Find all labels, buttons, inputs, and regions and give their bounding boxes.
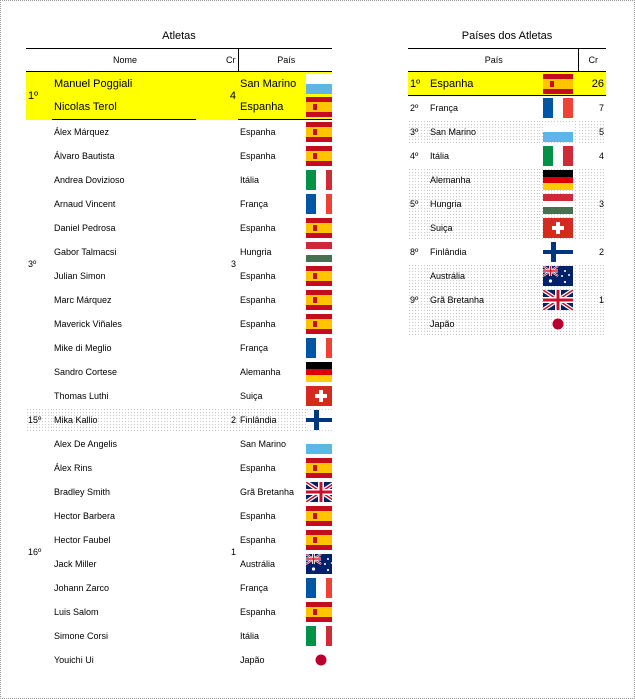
flag-cell xyxy=(306,312,332,336)
flag-cell xyxy=(306,120,332,144)
athlete-country: Itália xyxy=(240,174,260,185)
cr-cell: 7 xyxy=(599,102,605,113)
athlete-country: Suiça xyxy=(240,390,263,401)
athlete-country: Espanha xyxy=(240,462,276,473)
athlete-country: França xyxy=(240,342,269,353)
athlete-row xyxy=(26,168,332,192)
athletes-table xyxy=(26,48,332,672)
spain-flag-icon xyxy=(306,314,332,334)
athlete-name: Arnaud Vincent xyxy=(54,198,116,209)
athlete-row xyxy=(26,648,332,672)
switzerland-flag-icon xyxy=(543,218,573,238)
rank-cell xyxy=(408,216,428,240)
flag-cell xyxy=(538,240,578,264)
spain-flag-icon xyxy=(306,530,332,550)
italy-flag-icon xyxy=(543,146,573,166)
cr-cell xyxy=(578,216,606,240)
australia-flag-icon xyxy=(306,554,332,574)
athlete-row xyxy=(26,504,332,528)
flag-cell xyxy=(538,168,578,192)
cr-cell: 1 xyxy=(578,288,606,312)
rank-cell: 1º xyxy=(26,72,52,120)
athlete-country: França xyxy=(240,198,269,209)
athlete-row xyxy=(26,96,332,120)
countries-header-row xyxy=(408,49,606,72)
country-name: Espanha xyxy=(428,72,538,96)
spain-flag-icon xyxy=(306,97,332,117)
athlete-name: Simone Corsi xyxy=(54,630,109,641)
country-row xyxy=(408,72,606,96)
athlete-row xyxy=(26,120,332,144)
athlete-name: Andrea Dovizioso xyxy=(54,174,125,185)
spain-flag-icon xyxy=(306,146,332,166)
japan-flag-icon xyxy=(306,650,332,670)
athlete-row xyxy=(26,216,332,240)
flag-cell xyxy=(306,360,332,384)
header-country: País xyxy=(408,49,578,72)
athlete-country: Hungria xyxy=(240,246,272,257)
athlete-country: Espanha xyxy=(240,150,276,161)
athlete-name: Thomas Luthi xyxy=(54,390,109,401)
flag-cell xyxy=(538,288,578,312)
athlete-row xyxy=(26,144,332,168)
rank-cell: 3º xyxy=(408,120,428,144)
uk-flag-icon xyxy=(306,482,332,502)
flag-cell xyxy=(538,264,578,288)
spain-flag-icon xyxy=(306,506,332,526)
finland-flag-icon xyxy=(306,410,332,430)
country-row xyxy=(408,144,606,168)
athlete-row xyxy=(26,192,332,216)
athlete-name: Álvaro Bautista xyxy=(54,150,115,161)
japan-flag-icon xyxy=(543,314,573,334)
san-marino-flag-icon xyxy=(306,74,332,94)
san-marino-flag-icon xyxy=(306,434,332,454)
athlete-row xyxy=(26,528,332,552)
athlete-name: Luis Salom xyxy=(54,606,99,617)
athlete-name: Bradley Smith xyxy=(54,486,111,497)
athlete-country: Austrália xyxy=(240,558,276,569)
athlete-row xyxy=(26,456,332,480)
flag-cell xyxy=(538,96,578,120)
spain-flag-icon xyxy=(306,266,332,286)
flag-cell xyxy=(306,96,332,120)
flag-cell xyxy=(306,72,332,96)
countries-title: Países dos Atletas xyxy=(461,30,553,42)
flag-cell xyxy=(306,552,332,576)
rank-cell xyxy=(408,312,428,336)
athlete-name: Maverick Viñales xyxy=(54,318,122,329)
country-row xyxy=(408,264,606,288)
spain-flag-icon xyxy=(543,74,573,94)
spain-flag-icon xyxy=(306,218,332,238)
flag-cell xyxy=(306,648,332,672)
athletes-header-row xyxy=(26,49,332,72)
flag-cell xyxy=(538,216,578,240)
athlete-country: Espanha xyxy=(240,534,276,545)
france-flag-icon xyxy=(306,338,332,358)
italy-flag-icon xyxy=(306,170,332,190)
header-country: País xyxy=(238,49,332,72)
country-row xyxy=(408,96,606,120)
australia-flag-icon xyxy=(543,266,573,286)
flag-cell xyxy=(306,288,332,312)
hungary-flag-icon xyxy=(543,194,573,214)
athlete-name: Marc Márquez xyxy=(54,294,112,305)
athlete-country: Espanha xyxy=(240,510,276,521)
country-name: Alemanha xyxy=(428,168,538,192)
athlete-row xyxy=(26,408,332,432)
athlete-name: Alex De Angelis xyxy=(54,438,118,449)
rank-cell: 16º xyxy=(28,546,42,557)
athlete-row xyxy=(26,480,332,504)
cr-cell: 26 xyxy=(578,72,606,96)
header-cr: Cr xyxy=(196,49,238,72)
germany-flag-icon xyxy=(543,170,573,190)
athlete-name: Johann Zarco xyxy=(54,582,110,593)
flag-cell xyxy=(306,480,332,504)
flag-cell xyxy=(306,168,332,192)
country-row xyxy=(408,192,606,216)
rank-cell: 3º xyxy=(28,258,37,269)
athlete-row xyxy=(26,288,332,312)
france-flag-icon xyxy=(306,578,332,598)
flag-cell xyxy=(306,456,332,480)
flag-cell xyxy=(538,144,578,168)
cr-cell: 5 xyxy=(578,120,606,144)
country-name: Itália xyxy=(430,150,450,161)
spain-flag-icon xyxy=(306,602,332,622)
athlete-name: Manuel Poggiali xyxy=(52,72,196,96)
rank-cell: 9º xyxy=(408,288,428,312)
flag-cell xyxy=(306,216,332,240)
country-name: Finlândia xyxy=(430,246,467,257)
germany-flag-icon xyxy=(306,362,332,382)
athlete-country: Espanha xyxy=(240,222,276,233)
rank-cell: 2º xyxy=(410,102,419,113)
country-row xyxy=(408,288,606,312)
athlete-country: Espanha xyxy=(240,270,276,281)
country-row xyxy=(408,216,606,240)
flag-cell xyxy=(306,192,332,216)
athlete-name: Youichi Ui xyxy=(54,654,94,665)
cr-cell: 1 xyxy=(230,546,236,557)
athlete-country: Espanha xyxy=(240,126,276,137)
athlete-country: Espanha xyxy=(240,294,276,305)
athlete-country: Alemanha xyxy=(240,366,281,377)
athlete-row xyxy=(26,432,332,456)
athlete-row xyxy=(26,600,332,624)
athlete-country: San Marino xyxy=(240,438,287,449)
cr-cell: 4 xyxy=(599,150,605,161)
athlete-name: Daniel Pedrosa xyxy=(54,222,116,233)
cr-cell: 4 xyxy=(196,72,238,120)
athlete-name: Jack Miller xyxy=(54,558,97,569)
cr-cell: 3 xyxy=(578,192,606,216)
country-name: Suiça xyxy=(428,216,538,240)
flag-cell xyxy=(306,264,332,288)
cr-cell xyxy=(578,264,606,288)
switzerland-flag-icon xyxy=(306,386,332,406)
rank-cell xyxy=(408,168,428,192)
athlete-row xyxy=(26,264,332,288)
cr-cell: 2 xyxy=(599,246,605,257)
country-name: Grã Bretanha xyxy=(428,288,538,312)
country-name: França xyxy=(430,102,459,113)
countries-table xyxy=(408,48,606,336)
spain-flag-icon xyxy=(306,122,332,142)
athlete-name: Mike di Meglio xyxy=(54,342,112,353)
athlete-name: Julian Simon xyxy=(54,270,106,281)
flag-cell xyxy=(306,624,332,648)
country-row xyxy=(408,240,606,264)
cr-cell: 2 xyxy=(196,408,238,432)
header-name: Nome xyxy=(52,49,196,72)
athlete-country: Grã Bretanha xyxy=(240,486,295,497)
country-name: San Marino xyxy=(428,120,538,144)
flag-cell xyxy=(306,600,332,624)
athlete-row xyxy=(26,552,332,576)
athlete-country: Itália xyxy=(240,630,260,641)
san-marino-flag-icon xyxy=(543,122,573,142)
cr-cell xyxy=(578,312,606,336)
athlete-country: França xyxy=(240,582,269,593)
athlete-country: San Marino xyxy=(238,72,306,96)
athlete-name: Mika Kallio xyxy=(52,408,196,432)
flag-cell xyxy=(306,240,332,264)
athlete-row xyxy=(26,624,332,648)
athlete-country: Espanha xyxy=(240,318,276,329)
athletes-title: Atletas xyxy=(162,30,196,42)
athlete-row xyxy=(26,576,332,600)
athlete-name: Nicolas Terol xyxy=(52,96,196,120)
flag-cell xyxy=(538,192,578,216)
france-flag-icon xyxy=(306,194,332,214)
flag-cell xyxy=(306,336,332,360)
rank-cell: 1º xyxy=(408,72,428,96)
athlete-name: Hector Barbera xyxy=(54,510,116,521)
flag-cell xyxy=(306,144,332,168)
flag-cell xyxy=(306,504,332,528)
athlete-row xyxy=(26,360,332,384)
athlete-row xyxy=(26,72,332,96)
italy-flag-icon xyxy=(306,626,332,646)
cr-cell: 3 xyxy=(230,258,236,269)
athlete-country: Espanha xyxy=(240,606,276,617)
country-row xyxy=(408,312,606,336)
flag-cell xyxy=(538,120,578,144)
country-name: Japão xyxy=(428,312,538,336)
rank-cell: 8º xyxy=(410,246,419,257)
finland-flag-icon xyxy=(543,242,573,262)
hungary-flag-icon xyxy=(306,242,332,262)
athlete-row xyxy=(26,312,332,336)
uk-flag-icon xyxy=(543,290,573,310)
cr-cell xyxy=(578,168,606,192)
athlete-row xyxy=(26,384,332,408)
athlete-country: Espanha xyxy=(238,96,306,120)
athlete-name: Hector Faubel xyxy=(54,534,111,545)
country-row xyxy=(408,168,606,192)
flag-cell xyxy=(306,576,332,600)
spain-flag-icon xyxy=(306,458,332,478)
spain-flag-icon xyxy=(306,290,332,310)
athlete-name: Álex Rins xyxy=(54,462,93,473)
rank-cell: 4º xyxy=(410,150,419,161)
rank-cell: 5º xyxy=(408,192,428,216)
athlete-row xyxy=(26,240,332,264)
athlete-name: Álex Márquez xyxy=(54,126,110,137)
flag-cell xyxy=(306,384,332,408)
france-flag-icon xyxy=(543,98,573,118)
country-name: Hungria xyxy=(428,192,538,216)
athlete-country: Japão xyxy=(240,654,265,665)
athlete-name: Sandro Cortese xyxy=(54,366,118,377)
flag-cell xyxy=(306,432,332,456)
athlete-name: Gabor Talmacsi xyxy=(54,246,117,257)
country-name: Austrália xyxy=(428,264,538,288)
rank-cell: 15º xyxy=(26,408,52,432)
flag-cell xyxy=(306,408,332,432)
flag-cell xyxy=(538,312,578,336)
country-row xyxy=(408,120,606,144)
athlete-row xyxy=(26,336,332,360)
athlete-country: Finlândia xyxy=(238,408,306,432)
flag-cell xyxy=(306,528,332,552)
flag-cell xyxy=(538,72,578,96)
header-cr: Cr xyxy=(578,49,606,72)
rank-cell xyxy=(408,264,428,288)
